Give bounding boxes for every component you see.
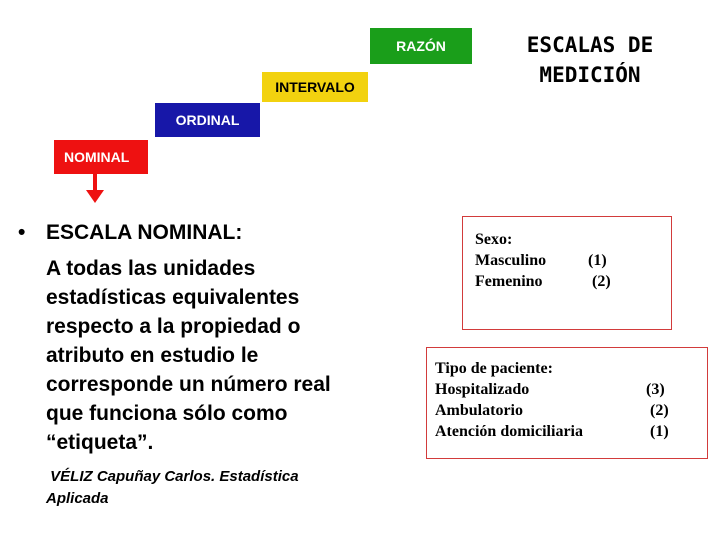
definition-line: que funciona sólo como [46,402,288,425]
slide-title-line: MEDICIÓN [539,63,641,87]
definition-heading: ESCALA NOMINAL: [46,221,243,244]
arrow-down-icon [84,174,106,204]
citation [46,466,376,510]
scale-step-razon [370,28,472,64]
example-label: Ambulatorio [435,402,523,419]
example-code: (1) [646,423,669,440]
example-box-sexo [462,216,672,330]
example-row [435,421,707,442]
bullet-icon: • [18,221,26,244]
definition-line: “etiqueta”. [46,431,154,454]
definition-line: A todas las unidades [46,257,256,280]
example-code: (2) [588,273,611,290]
slide-title-line: ESCALAS DE [526,33,654,57]
scale-step-intervalo-label: INTERVALO [275,79,355,95]
example-box-tipo-paciente [426,347,708,459]
scale-step-razon-label: RAZÓN [396,38,446,54]
example-label: Femenino [475,273,543,290]
example-label: Masculino [475,252,547,269]
definition-line: atributo en estudio le [46,344,259,367]
citation-line: Aplicada [46,490,109,507]
scale-step-nominal-label: NOMINAL [64,149,130,165]
example-row [475,250,671,271]
scale-step-nominal [54,140,148,174]
slide-title [500,30,680,90]
example-title: Tipo de paciente: [435,360,553,377]
example-code: (2) [646,402,669,419]
example-label: Atención domiciliaria [435,423,583,440]
example-row [475,271,671,292]
scale-step-ordinal-label: ORDINAL [175,112,240,128]
definition-line: corresponde un número real [46,373,331,396]
example-label: Hospitalizado [435,381,530,398]
example-code: (1) [588,252,607,269]
example-row [435,379,707,400]
scale-step-ordinal [155,103,260,137]
definition-line: respecto a la propiedad o [46,315,301,338]
citation-line: VÉLIZ Capuñay Carlos. Estadística [46,468,299,485]
example-code: (3) [646,381,665,398]
example-title: Sexo: [475,231,513,248]
definition-line: estadísticas equivalentes [46,286,300,309]
scale-step-intervalo [262,72,368,102]
example-row [435,400,707,421]
definition-body [46,254,406,457]
